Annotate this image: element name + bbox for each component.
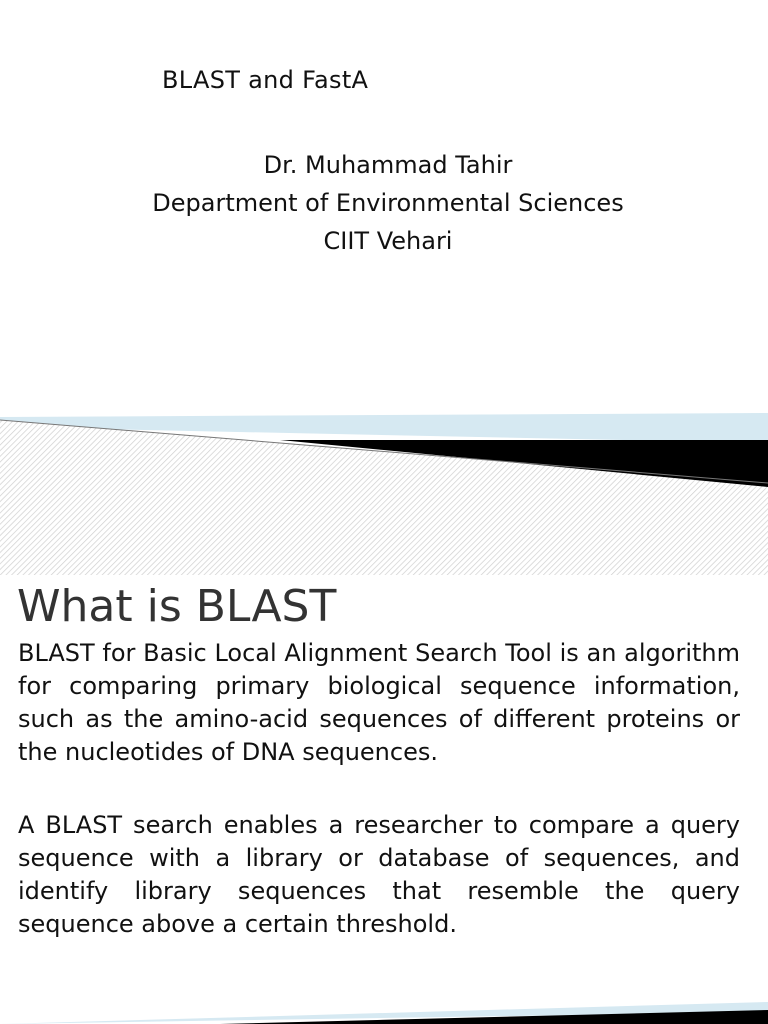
slide-body [18, 637, 740, 941]
author-institution: CIIT Vehari [323, 227, 453, 255]
paragraph-search-description: A BLAST search enables a researcher to compare a query sequence with a library or database of sequences, and identify library sequences that resemble the query sequence above a certain threshold. [18, 811, 740, 938]
acronym-initial-a: A [284, 639, 301, 667]
connector-text: for [94, 639, 144, 667]
acronym-rest-search: earch [430, 639, 506, 667]
author-name: Dr. Muhammad Tahir [263, 151, 513, 179]
acronym-initial-s: S [415, 639, 431, 667]
paragraph-definition [18, 637, 740, 769]
content-slide [0, 575, 768, 1024]
author-department: Department of Environmental Sciences [152, 189, 624, 217]
acronym-initial-l: L [214, 639, 228, 667]
slide-decoration [0, 405, 768, 575]
acronym-initial-t: T [505, 639, 516, 667]
slide-heading: What is BLAST [17, 581, 337, 632]
author-block [0, 146, 768, 260]
blast-term: BLAST [18, 639, 95, 667]
presentation-title: BLAST and FastA [162, 66, 369, 94]
acronym-initial-b: B [143, 639, 160, 667]
acronym-rest-local: ocal [227, 639, 285, 667]
acronym-rest-alignment: lignment [300, 639, 416, 667]
acronym-rest-basic: asic [159, 639, 215, 667]
bottom-decoration [0, 984, 768, 1024]
acronym-rest-tool: ool [515, 639, 552, 667]
definition-text: is an algorithm for comparing primary biological sequence information, such as the amino-acid sequences of different proteins or the nucleotides of DNA sequences. [18, 639, 740, 766]
